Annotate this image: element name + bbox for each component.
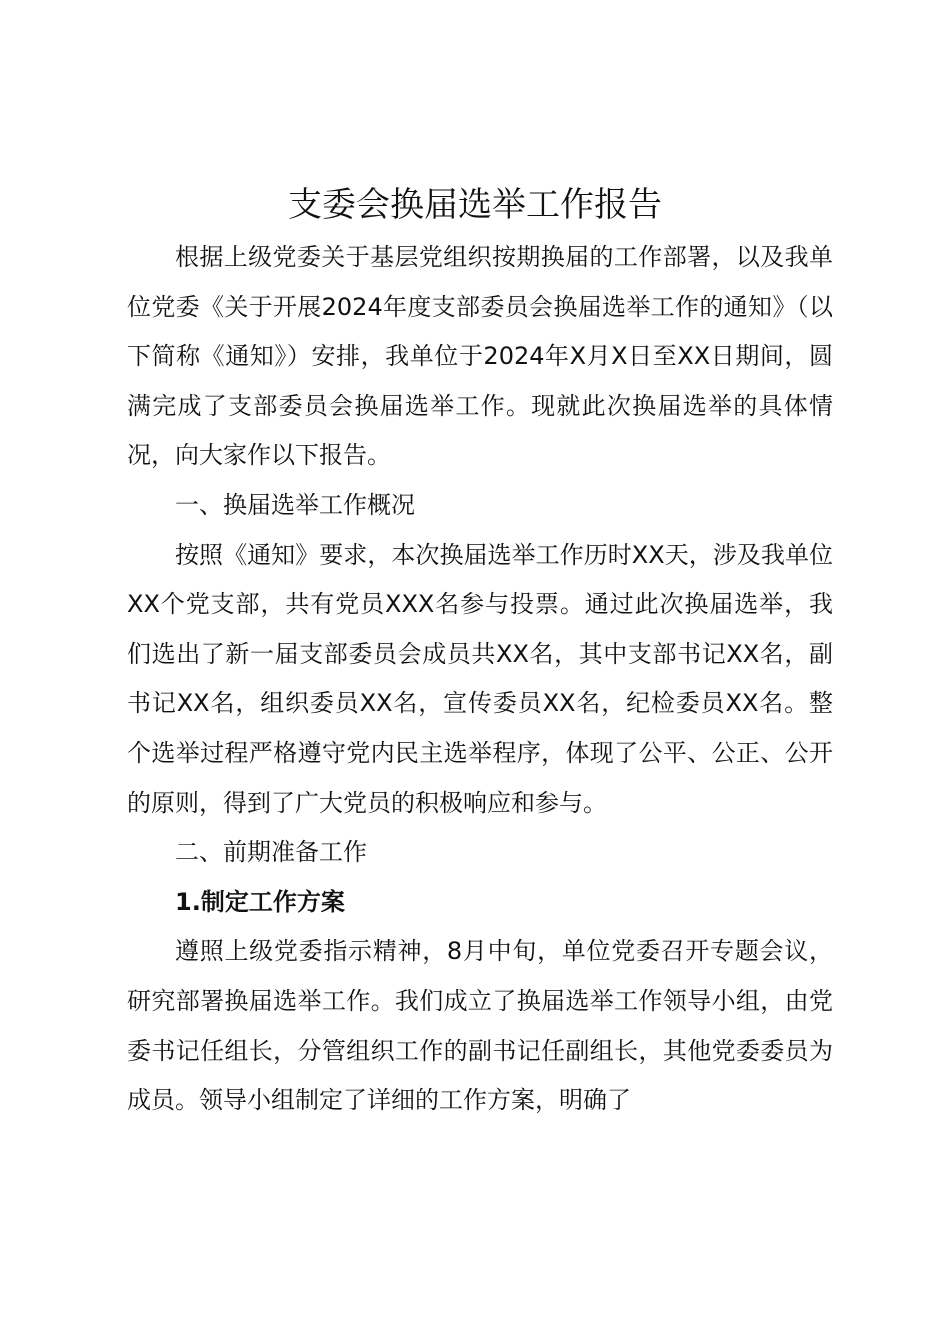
overview-paragraph: 按照《通知》要求，本次换届选举工作历时XX天，涉及我单位XX个党支部，共有党员XXX名参与投票。通过此次换届选举，我们选出了新一届支部委员会成员共XX名，其中支部书记XX名，副书记XX名，组织委员XX名，宣传委员XX名，纪检委员XX名。整个选举过程严格遵守党内民主选举程序，体现了公平、公正、公开的原则，得到了广大党员的积极响应和参与。 <box>127 540 833 817</box>
subsection-heading-1: 1.制定工作方案 <box>175 887 345 916</box>
section-heading-1: 一、换届选举工作概况 <box>175 490 415 519</box>
section-heading-2: 二、前期准备工作 <box>175 838 367 867</box>
document-body <box>127 233 833 1126</box>
document-title: 支委会换届选举工作报告 <box>288 185 662 225</box>
plan-paragraph: 遵照上级党委指示精神，8月中旬，单位党委召开专题会议，研究部署换届选举工作。我们成立了换届选举工作领导小组，由党委书记任组长，分管组织工作的副书记任副组长，其他党委委员为成员。领导小组制定了详细的工作方案，明确了 <box>127 937 833 1115</box>
intro-paragraph: 根据上级党委关于基层党组织按期换届的工作部署，以及我单位党委《关于开展2024年度支部委员会换届选举工作的通知》（以下简称《通知》）安排，我单位于2024年X月X日至XX日期间，圆满完成了支部委员会换届选举工作。现就此次换届选举的具体情况，向大家作以下报告。 <box>127 243 833 470</box>
